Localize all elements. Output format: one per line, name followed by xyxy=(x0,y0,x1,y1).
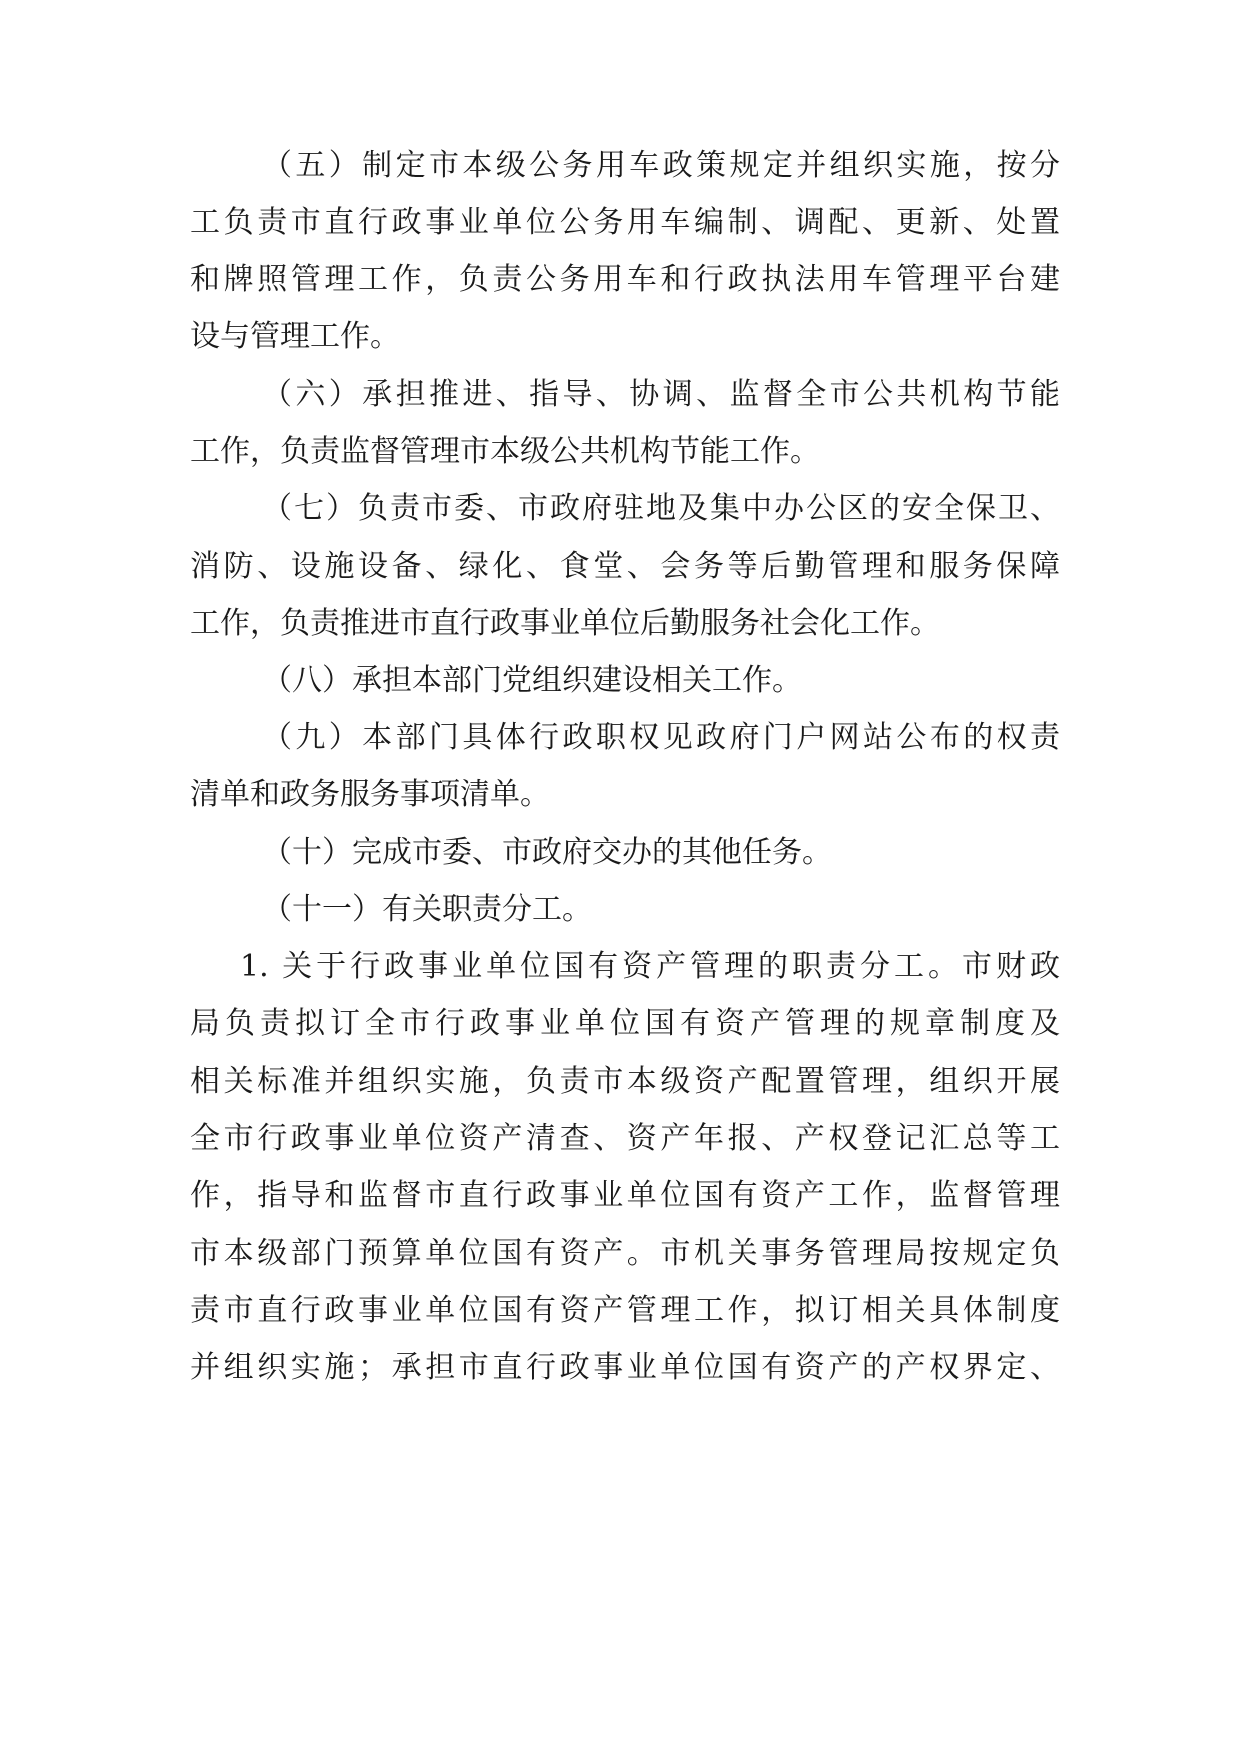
paragraph-line: （七）负责市委、市政府驻地及集中办公区的安全保卫、 xyxy=(262,491,1060,526)
paragraph-line: 工作，负责推进市直行政事业单位后勤服务社会化工作。 xyxy=(190,606,940,641)
paragraph-line: 和牌照管理工作，负责公务用车和行政执法用车管理平台建 xyxy=(190,262,1060,297)
paragraph-line: 消防、设施设备、绿化、食堂、会务等后勤管理和服务保障 xyxy=(190,549,1060,584)
paragraph-line: 工作，负责监督管理市本级公共机构节能工作。 xyxy=(190,434,820,469)
paragraph-line: 局负责拟订全市行政事业单位国有资产管理的规章制度及 xyxy=(190,1006,1060,1041)
paragraph-line: 清单和政务服务事项清单。 xyxy=(190,777,550,812)
paragraph-line: （十）完成市委、市政府交办的其他任务。 xyxy=(262,835,832,870)
paragraph-line: 全市行政事业单位资产清查、资产年报、产权登记汇总等工 xyxy=(190,1121,1060,1156)
paragraph-line: （五）制定市本级公务用车政策规定并组织实施，按分 xyxy=(262,148,1060,183)
paragraph-line: （八）承担本部门党组织建设相关工作。 xyxy=(262,663,802,698)
paragraph-line: 相关标准并组织实施，负责市本级资产配置管理，组织开展 xyxy=(190,1064,1060,1099)
paragraph-line: （十一）有关职责分工。 xyxy=(262,892,592,927)
paragraph-line: 1. 关于行政事业单位国有资产管理的职责分工。市财政 xyxy=(240,949,1060,984)
paragraph-line: 责市直行政事业单位国有资产管理工作，拟订相关具体制度 xyxy=(190,1293,1060,1328)
paragraph-line: 并组织实施；承担市直行政事业单位国有资产的产权界定、 xyxy=(190,1350,1060,1385)
paragraph-line: 设与管理工作。 xyxy=(190,319,400,354)
paragraph-line: （九）本部门具体行政职权见政府门户网站公布的权责 xyxy=(262,720,1060,755)
paragraph-line: 作，指导和监督市直行政事业单位国有资产工作，监督管理 xyxy=(190,1178,1060,1213)
paragraph-line: （六）承担推进、指导、协调、监督全市公共机构节能 xyxy=(262,377,1060,412)
paragraph-line: 工负责市直行政事业单位公务用车编制、调配、更新、处置 xyxy=(190,205,1060,240)
paragraph-line: 市本级部门预算单位国有资产。市机关事务管理局按规定负 xyxy=(190,1236,1060,1271)
